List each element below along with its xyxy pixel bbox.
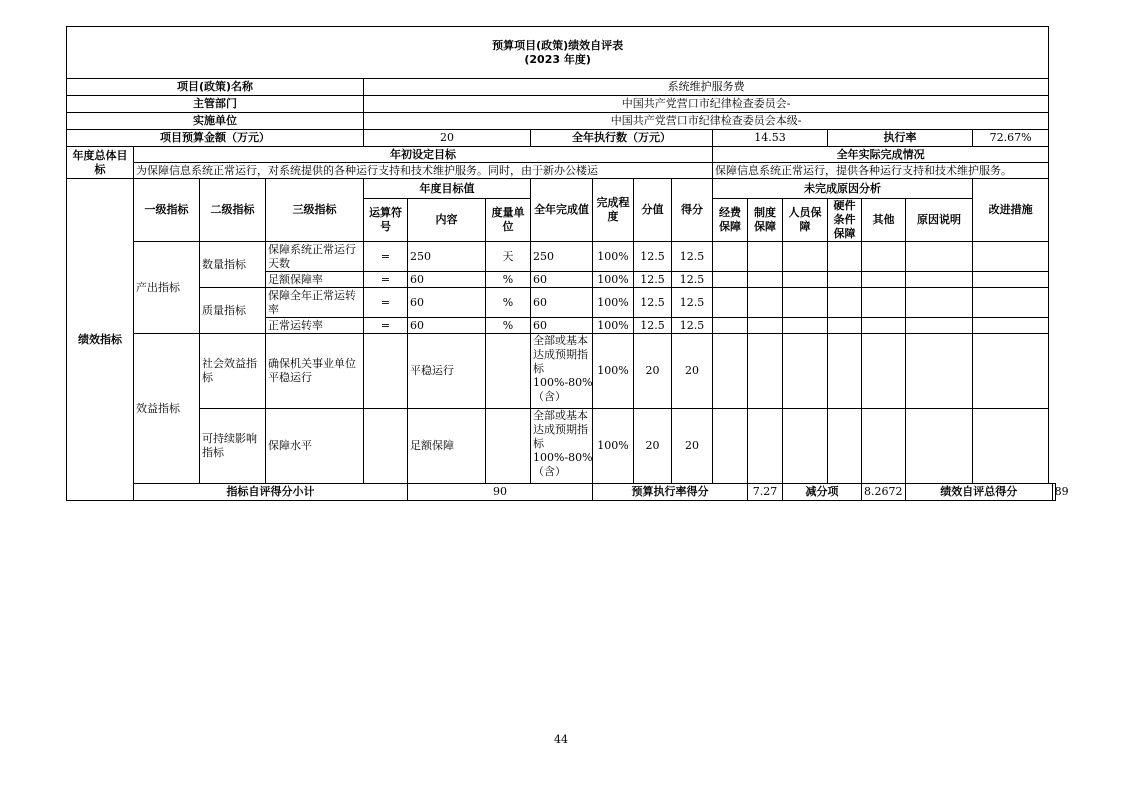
header-content: 内容 <box>408 199 486 242</box>
row-score: 12.5 <box>672 272 713 288</box>
header-improve: 改进措施 <box>973 179 1049 242</box>
value-subtotal: 90 <box>408 484 593 501</box>
row-weight: 20 <box>634 334 672 409</box>
row-degree: 100% <box>593 272 634 288</box>
row-unit <box>486 409 531 484</box>
row-value-text: 全部或基本达成预期指标100%-80%（含） <box>533 409 593 478</box>
row-weight: 12.5 <box>634 288 672 318</box>
row-value <box>531 334 593 409</box>
table-title <box>67 27 1049 79</box>
row-value: 60 <box>531 318 593 334</box>
page-number: 44 <box>554 733 568 746</box>
group-quantity: 数量指标 <box>200 242 266 288</box>
row-l3: 保障系统正常运行天数 <box>266 242 364 272</box>
header-reason-analysis: 未完成原因分析 <box>713 179 973 199</box>
header-reason-system: 制度保障 <box>748 199 783 242</box>
row-l3: 确保机关事业单位平稳运行 <box>266 334 364 409</box>
row-weight: 20 <box>634 409 672 484</box>
label-initial-goal: 年初设定目标 <box>134 147 713 163</box>
row-op: = <box>364 272 408 288</box>
row-op <box>364 334 408 409</box>
row-degree: 100% <box>593 288 634 318</box>
value-initial-goal: 为保障信息系统正常运行，对系统提供的各种运行支持和技术维护服务。同时，由于新办公楼运 <box>134 163 713 179</box>
row-score: 12.5 <box>672 318 713 334</box>
header-op: 运算符号 <box>364 199 408 242</box>
label-dept: 主管部门 <box>67 96 364 113</box>
label-deduct: 减分项 <box>783 484 862 501</box>
row-l3: 正常运转率 <box>266 318 364 334</box>
value-exec-score: 7.27 <box>748 484 783 501</box>
header-degree: 完成程度 <box>593 179 634 242</box>
value-exec-rate: 72.67% <box>973 130 1049 147</box>
header-reason-staff: 人员保障 <box>783 199 828 242</box>
header-annual-target: 年度目标值 <box>364 179 531 199</box>
row-content: 平稳运行 <box>408 334 486 409</box>
self-evaluation-table <box>66 26 1069 501</box>
row-content: 250 <box>408 242 486 272</box>
table-row <box>67 334 1056 409</box>
header-reason-explain: 原因说明 <box>906 199 973 242</box>
row-degree: 100% <box>593 242 634 272</box>
row-degree: 100% <box>593 318 634 334</box>
group-quality: 质量指标 <box>200 288 266 334</box>
row-value-text: 全部或基本达成预期指标100%-80%（含） <box>533 334 593 403</box>
header-l1: 一级指标 <box>134 179 200 242</box>
table-row <box>67 288 1056 318</box>
row-unit: % <box>486 272 531 288</box>
label-overall-goal: 年度总体目标 <box>67 147 134 179</box>
title-year: (2023 年度) <box>524 52 591 66</box>
row-weight: 12.5 <box>634 318 672 334</box>
row-value <box>531 409 593 484</box>
label-total: 绩效自评总得分 <box>906 484 1053 501</box>
header-l2: 二级指标 <box>200 179 266 242</box>
value-dept: 中国共产党营口市纪律检查委员会- <box>364 96 1049 113</box>
row-unit: % <box>486 318 531 334</box>
header-score-value: 分值 <box>634 179 672 242</box>
header-reason-other: 其他 <box>862 199 906 242</box>
row-l3: 足额保障率 <box>266 272 364 288</box>
row-op <box>364 409 408 484</box>
row-score: 20 <box>672 334 713 409</box>
row-value: 250 <box>531 242 593 272</box>
label-perf: 绩效指标 <box>67 179 134 501</box>
row-weight: 12.5 <box>634 272 672 288</box>
row-unit: % <box>486 288 531 318</box>
row-score: 12.5 <box>672 288 713 318</box>
title-main: 预算项目(政策)绩效自评表 <box>492 38 624 52</box>
label-unit: 实施单位 <box>67 113 364 130</box>
row-l3: 保障水平 <box>266 409 364 484</box>
header-score: 得分 <box>672 179 713 242</box>
row-content: 足额保障 <box>408 409 486 484</box>
group-social: 社会效益指标 <box>200 334 266 409</box>
value-unit: 中国共产党营口市纪律检查委员会本级- <box>364 113 1049 130</box>
value-actual: 保障信息系统正常运行，提供各种运行支持和技术维护服务。 <box>713 163 1049 179</box>
label-subtotal: 指标自评得分小计 <box>134 484 408 501</box>
header-full-year-value: 全年完成值 <box>531 179 593 242</box>
header-reason-hardware: 硬件条件保障 <box>828 199 862 242</box>
row-score: 12.5 <box>672 242 713 272</box>
row-content: 60 <box>408 318 486 334</box>
row-degree: 100% <box>593 409 634 484</box>
header-l3: 三级指标 <box>266 179 364 242</box>
row-unit <box>486 334 531 409</box>
header-unit-measure: 度量单位 <box>486 199 531 242</box>
row-value: 60 <box>531 272 593 288</box>
row-op: = <box>364 318 408 334</box>
label-actual: 全年实际完成情况 <box>713 147 1049 163</box>
row-weight: 12.5 <box>634 242 672 272</box>
row-l3: 保障全年正常运转率 <box>266 288 364 318</box>
label-executed: 全年执行数（万元） <box>531 130 713 147</box>
label-budget: 项目预算金额（万元） <box>67 130 364 147</box>
row-degree: 100% <box>593 334 634 409</box>
value-total: 89 <box>1052 484 1055 501</box>
row-content: 60 <box>408 288 486 318</box>
row-unit: 天 <box>486 242 531 272</box>
row-score: 20 <box>672 409 713 484</box>
table-row <box>67 409 1056 484</box>
group-sustain: 可持续影响指标 <box>200 409 266 484</box>
group-output: 产出指标 <box>134 242 200 334</box>
label-exec-rate: 执行率 <box>828 130 973 147</box>
row-op: = <box>364 242 408 272</box>
group-benefit: 效益指标 <box>134 334 200 484</box>
label-exec-score: 预算执行率得分 <box>593 484 748 501</box>
row-op: = <box>364 288 408 318</box>
header-reason-fund: 经费保障 <box>713 199 748 242</box>
row-value: 60 <box>531 288 593 318</box>
value-executed: 14.53 <box>713 130 828 147</box>
label-project-name: 项目(政策)名称 <box>67 79 364 96</box>
value-project-name: 系统维护服务费 <box>364 79 1049 96</box>
value-deduct: 8.2672 <box>862 484 906 501</box>
row-content: 60 <box>408 272 486 288</box>
table-row <box>67 242 1056 272</box>
value-budget: 20 <box>364 130 531 147</box>
